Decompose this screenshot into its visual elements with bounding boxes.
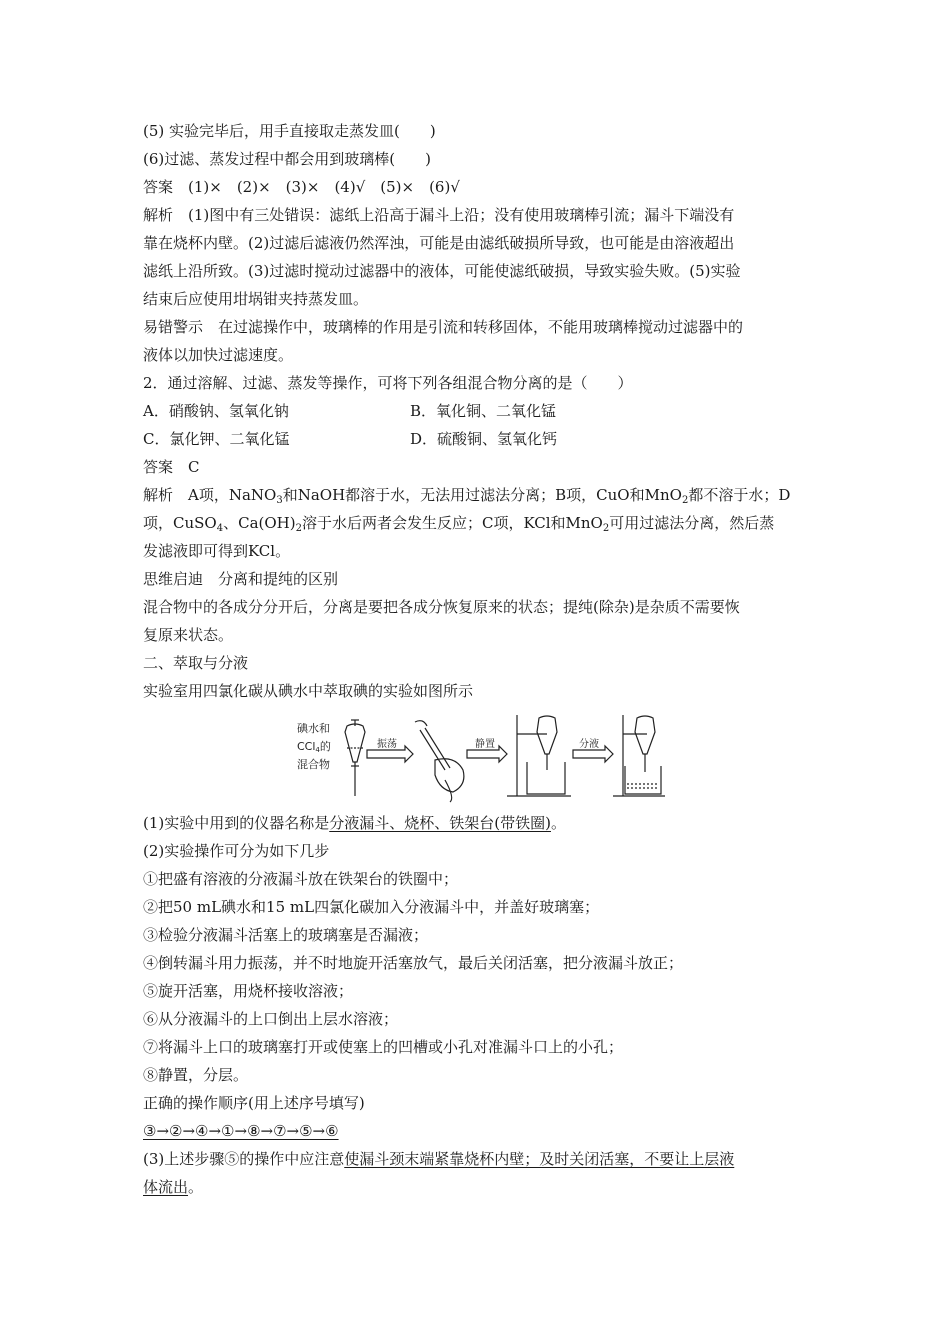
- arrow-label-settle: 静置: [475, 739, 495, 750]
- option-c: C．氯化钾、二氧化锰: [143, 430, 290, 448]
- filled-answer: 使漏斗颈末端紧靠烧杯内壁；及时关闭活塞，不要让上层液: [344, 1150, 735, 1168]
- extraction-figure: [295, 710, 665, 805]
- analysis-line: 解析 A项，NaNO$_3$和NaOH都溶于水，无法用过滤法分离；B项，CuO和MnO$_2$都不溶于水；D: [143, 486, 791, 506]
- instrument-line: (1)实验中用到的仪器名称是分液漏斗、烧杯、铁架台(带铁圈)。: [143, 814, 566, 832]
- step-heading: (2)实验操作可分为如下几步: [143, 842, 330, 860]
- insight-line: 混合物中的各成分分开后，分离是要把各成分恢复原来的状态；提纯(除杂)是杂质不需要恢: [143, 598, 740, 616]
- order-question: 正确的操作顺序(用上述序号填写): [143, 1094, 365, 1112]
- question-item-6: (6)过滤、蒸发过程中都会用到玻璃棒( ): [143, 150, 431, 168]
- step-item: ②把50 mL碘水和15 mL四氯化碳加入分液漏斗中，并盖好玻璃塞；: [143, 898, 600, 916]
- figure-intro: 实验室用四氯化碳从碘水中萃取碘的实验如图所示: [143, 682, 474, 700]
- answer-line: 答案 (1)× (2)× (3)× (4)√ (5)× (6)√: [143, 178, 460, 196]
- step-item: ⑦将漏斗上口的玻璃塞打开或使塞上的凹槽或小孔对准漏斗口上的小孔；: [143, 1038, 624, 1056]
- analysis-line: 靠在烧杯内壁。(2)过滤后滤液仍然浑浊，可能是由滤纸破损所导致，也可能是由溶液超出: [143, 234, 735, 252]
- step-item: ④倒转漏斗用力振荡，并不时地旋开活塞放气，最后关闭活塞，把分液漏斗放正；: [143, 954, 684, 972]
- analysis-line: 项，CuSO$_4$、$Ca(OH)_2$溶于水后两者会发生反应；C项，KCl和MnO$_2$可用过滤法分离，然后蒸: [143, 514, 775, 534]
- question-item-5: (5) 实验完毕后，用手直接取走蒸发皿( ): [143, 122, 436, 140]
- arrow-label-separate: 分液: [579, 739, 599, 750]
- option-d: D．硫酸铜、氢氧化钙: [410, 430, 558, 448]
- order-answer: ③→②→④→①→⑧→⑦→⑤→⑥: [143, 1122, 339, 1140]
- step-item: ⑧静置，分层。: [143, 1066, 249, 1084]
- figure-label: 混合物: [297, 758, 330, 771]
- warning-line: 易错警示 在过滤操作中，玻璃棒的作用是引流和转移固体，不能用玻璃棒搅动过滤器中的: [143, 318, 744, 336]
- analysis-line: 解析 (1)图中有三处错误：滤纸上沿高于漏斗上沿；没有使用玻璃棒引流；漏斗下端没有: [143, 206, 735, 224]
- step-item: ⑥从分液漏斗的上口倒出上层水溶液；: [143, 1010, 399, 1028]
- step-item: ⑤旋开活塞，用烧杯接收溶液；: [143, 982, 354, 1000]
- answer-line: 答案 C: [143, 458, 200, 476]
- notice-line: (3)上述步骤⑤的操作中应注意使漏斗颈末端紧靠烧杯内壁；及时关闭活塞，不要让上层液: [143, 1150, 735, 1168]
- step-item: ③检验分液漏斗活塞上的玻璃塞是否漏液；: [143, 926, 429, 944]
- analysis-line: 结束后应使用坩埚钳夹持蒸发皿。: [143, 290, 369, 308]
- option-b: B．氧化铜、二氧化锰: [410, 402, 557, 420]
- filled-answer: 体流出: [143, 1178, 189, 1196]
- figure-label: 碘水和: [297, 722, 330, 735]
- insight-heading: 思维启迪 分离和提纯的区别: [143, 570, 339, 588]
- arrow-label-shake: 振荡: [377, 739, 397, 750]
- figure-label: CCl4的: [297, 740, 331, 754]
- analysis-line: 发滤液即可得到KCl。: [143, 542, 291, 560]
- analysis-line: 滤纸上沿所致。(3)过滤时搅动过滤器中的液体，可能使滤纸破损，导致实验失败。(5)实验: [143, 262, 741, 280]
- step-item: ①把盛有溶液的分液漏斗放在铁架台的铁圈中；: [143, 870, 459, 888]
- insight-line: 复原来状态。: [143, 626, 234, 644]
- filled-answer: 分液漏斗、烧杯、铁架台(带铁圈): [329, 814, 551, 832]
- option-a: A．硝酸钠、氢氧化钠: [143, 402, 289, 420]
- question-2: 2．通过溶解、过滤、蒸发等操作，可将下列各组混合物分离的是（ ）: [143, 374, 633, 392]
- notice-line: 体流出。: [143, 1178, 204, 1196]
- section-heading: 二、萃取与分液: [143, 654, 249, 672]
- warning-line: 液体以加快过滤速度。: [143, 346, 294, 364]
